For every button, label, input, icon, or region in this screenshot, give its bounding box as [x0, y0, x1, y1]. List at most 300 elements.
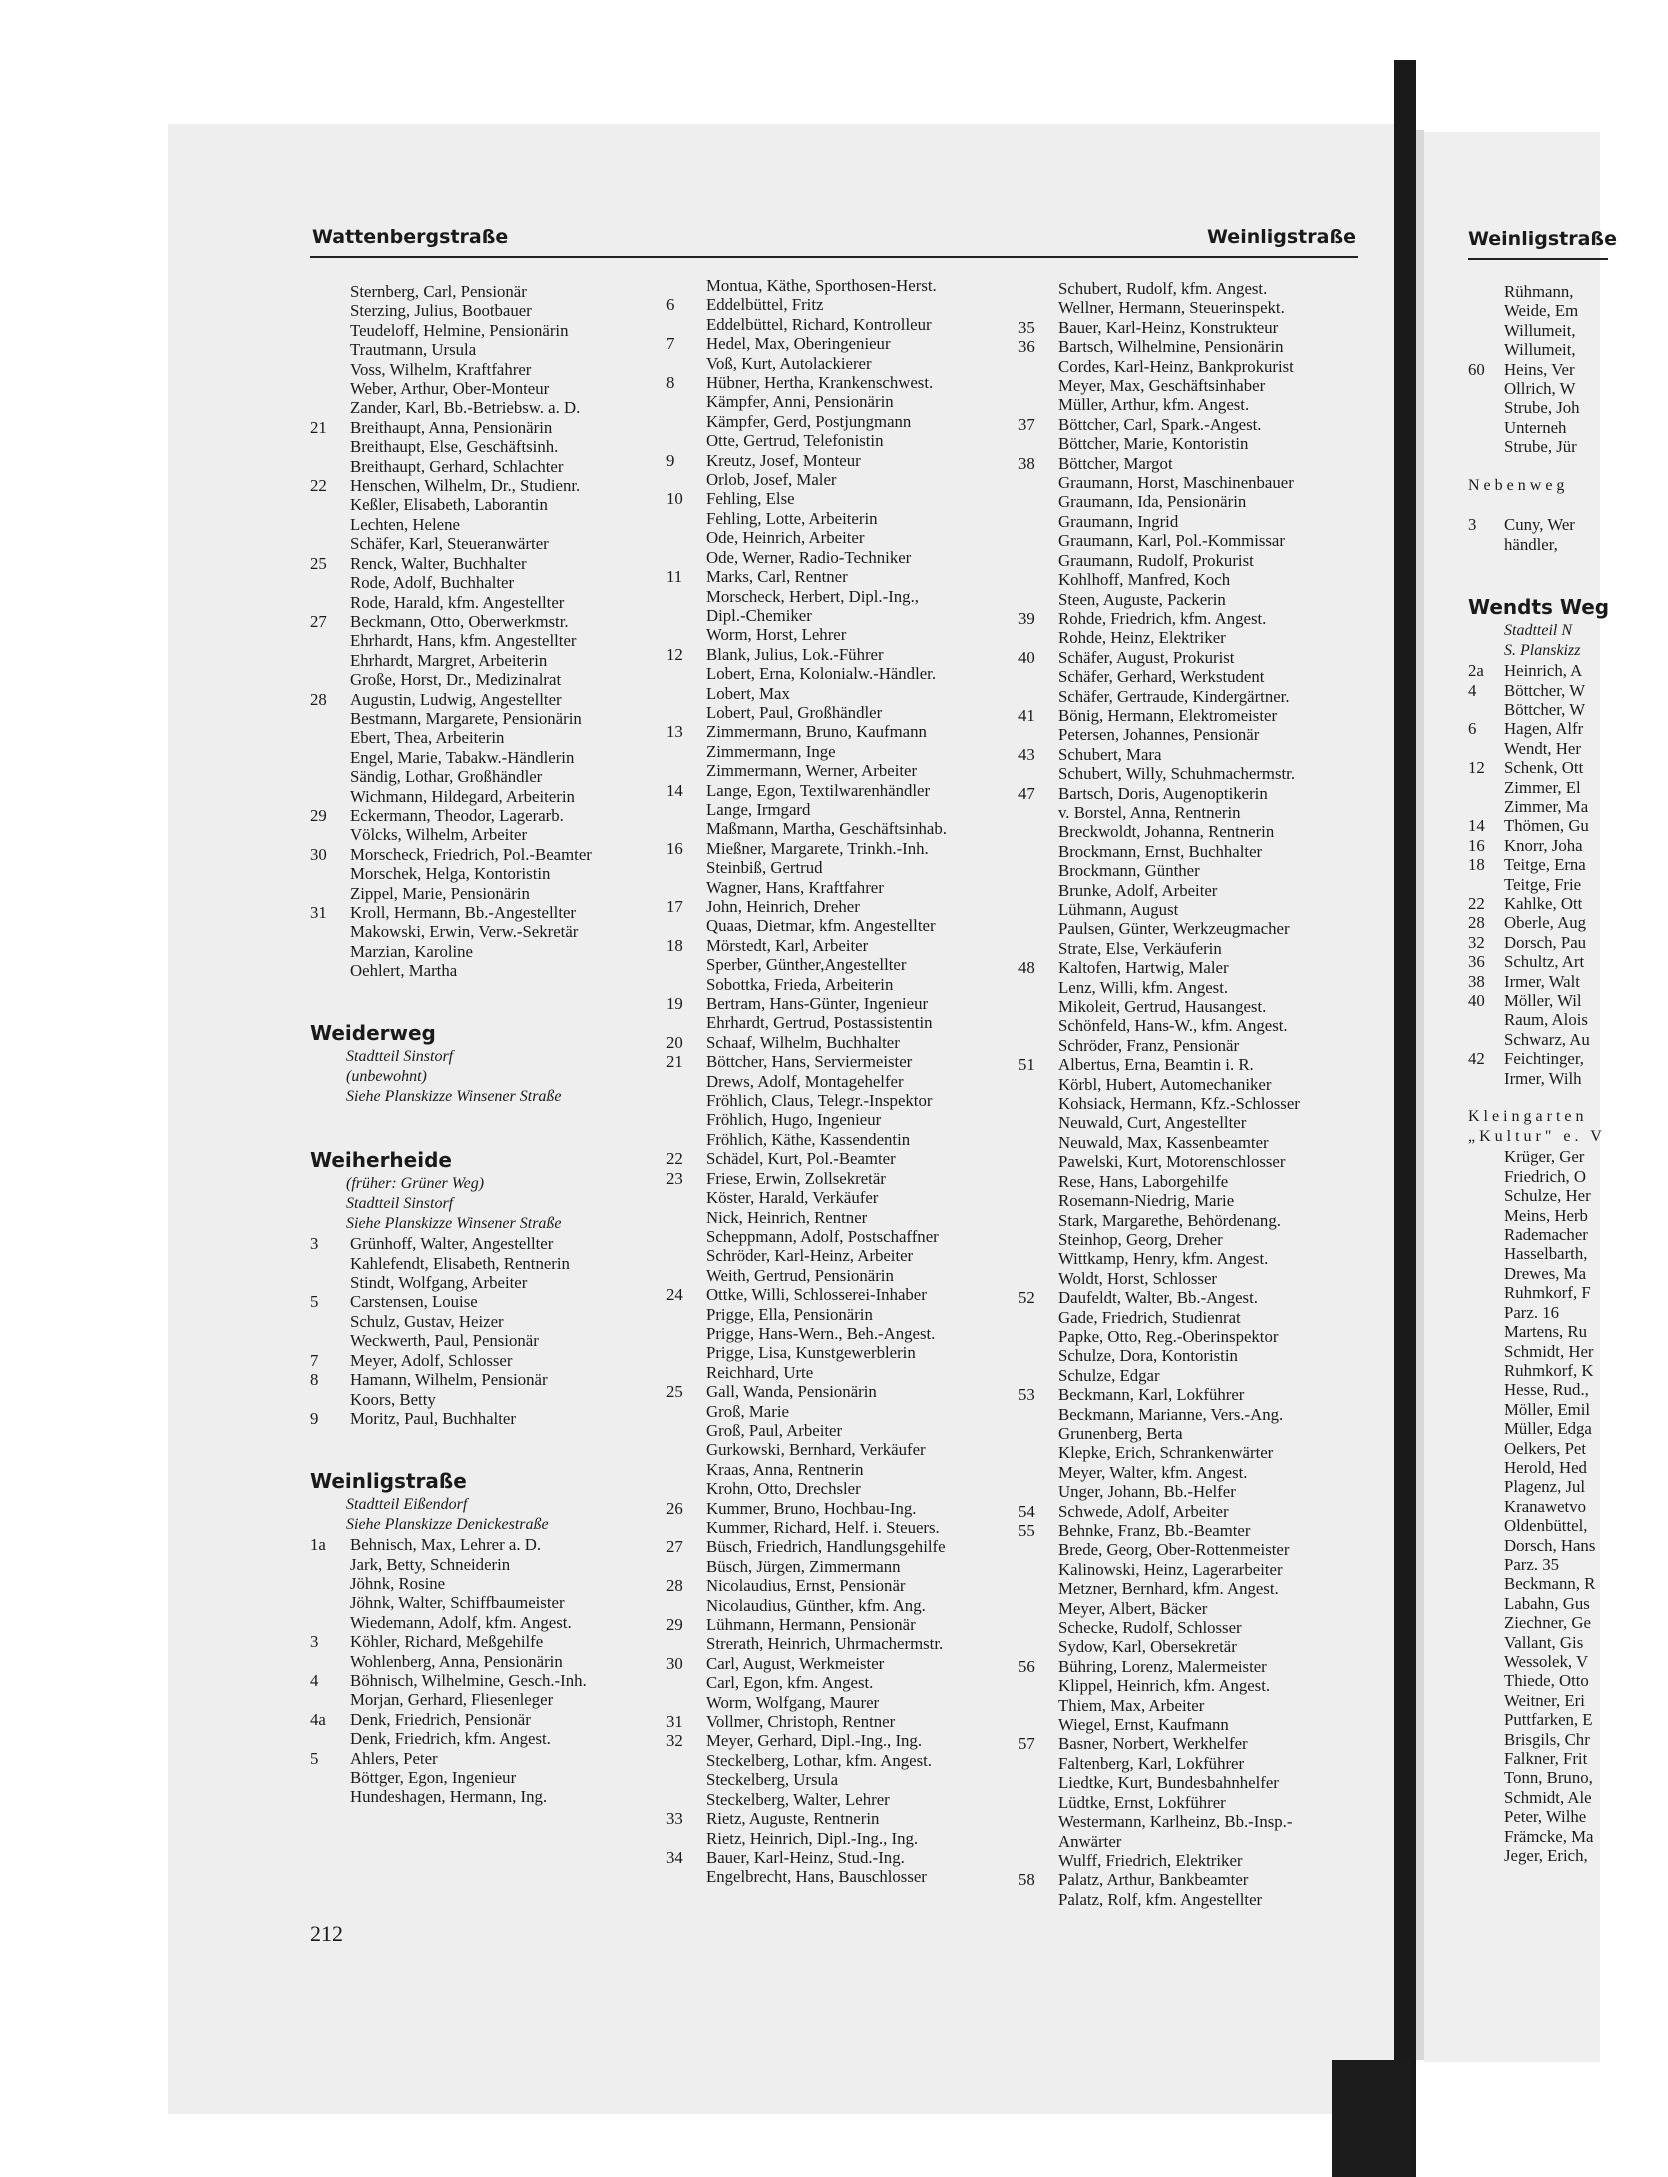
directory-entry [310, 748, 650, 767]
directory-entry [1018, 1560, 1368, 1579]
directory-entry [310, 418, 650, 437]
house-number: 13 [666, 722, 683, 742]
resident-name: Scheppmann, Adolf, Postschaffner [706, 1226, 939, 1246]
directory-entry [666, 315, 1016, 334]
resident-name: Marks, Carl, Rentner [706, 567, 848, 587]
resident-name: Böttcher, Carl, Spark.-Angest. [1058, 414, 1262, 434]
house-number: 14 [1468, 816, 1485, 836]
directory-entry [1468, 739, 1668, 758]
house-number: 25 [666, 1382, 683, 1402]
column-2 [666, 276, 1016, 1887]
house-number: 37 [1018, 414, 1035, 434]
directory-entry [666, 1246, 1016, 1265]
resident-name: Unger, Johann, Bb.-Helfer [1058, 1482, 1236, 1502]
directory-entry [1468, 1186, 1668, 1205]
resident-name: Morjan, Gerhard, Fliesenleger [350, 1690, 554, 1710]
resident-name: Meyer, Adolf, Schlosser [350, 1350, 513, 1370]
resident-name: Kroll, Hermann, Bb.-Angestellter [350, 903, 577, 922]
house-number: 40 [1018, 647, 1035, 667]
directory-entry [666, 1460, 1016, 1479]
running-header-left: Wattenbergstraße [312, 226, 509, 248]
directory-entry [666, 1848, 1016, 1867]
directory-entry [1468, 1361, 1668, 1380]
directory-entry [666, 1537, 1016, 1556]
resident-name: Graumann, Ida, Pensionärin [1058, 492, 1247, 512]
resident-name: Oelkers, Pet [1504, 1438, 1587, 1458]
directory-entry [1018, 1036, 1368, 1055]
resident-name: Breckwoldt, Johanna, Rentnerin [1058, 822, 1275, 842]
resident-name: Ode, Heinrich, Arbeiter [706, 528, 865, 548]
directory-entry [666, 1421, 1016, 1440]
directory-entry [310, 690, 650, 709]
directory-entry [666, 955, 1016, 974]
resident-name: Meyer, Gerhard, Dipl.-Ing., Ing. [706, 1731, 923, 1751]
resident-name: Graumann, Karl, Pol.-Kommissar [1058, 531, 1285, 551]
directory-entry [1468, 972, 1668, 991]
resident-name: Unterneh [1504, 417, 1567, 437]
directory-entry [1018, 1890, 1368, 1909]
resident-name: Carl, Egon, kfm. Angest. [706, 1673, 874, 1693]
house-number: 38 [1018, 453, 1035, 473]
directory-entry [1018, 1249, 1368, 1268]
directory-entry [1018, 1599, 1368, 1618]
resident-name: Ruhmkorf, F [1504, 1283, 1591, 1303]
directory-entry [310, 787, 650, 806]
resident-name: Anwärter [1058, 1831, 1122, 1851]
directory-entry [1468, 1439, 1668, 1458]
house-number: 42 [1468, 1049, 1485, 1069]
resident-name: Rühmann, [1504, 282, 1574, 301]
directory-entry [1468, 719, 1668, 738]
resident-name: Brede, Georg, Ober-Rottenmeister [1058, 1540, 1290, 1560]
house-number: 22 [1468, 893, 1485, 913]
resident-name: Knorr, Joha [1504, 835, 1583, 855]
directory-entry [310, 1535, 650, 1554]
book-spine-shadow [1394, 60, 1416, 2177]
resident-name: Rese, Hans, Laborgehilfe [1058, 1171, 1229, 1191]
directory-entry [666, 1072, 1016, 1091]
resident-name: Thiede, Otto [1504, 1671, 1589, 1691]
resident-name: Keßler, Elisabeth, Laborantin [350, 495, 548, 515]
directory-entry [1468, 933, 1668, 952]
directory-entry [1018, 1734, 1368, 1753]
resident-name: Kohsiack, Hermann, Kfz.-Schlosser [1058, 1094, 1300, 1114]
page-number: 212 [310, 1921, 343, 1946]
directory-entry [666, 1382, 1016, 1401]
spacer [1468, 457, 1668, 476]
resident-name: Wichmann, Hildegard, Arbeiterin [350, 786, 575, 806]
directory-entry [666, 664, 1016, 683]
directory-entry [1018, 1075, 1368, 1094]
directory-entry [666, 1731, 1016, 1750]
directory-entry [310, 1370, 650, 1389]
resident-name: Eckermann, Theodor, Lagerarb. [350, 805, 564, 825]
spacer [310, 1127, 650, 1146]
directory-entry [666, 1479, 1016, 1498]
directory-entry [1018, 1172, 1368, 1191]
house-number: 3 [310, 1632, 319, 1652]
directory-entry [666, 1052, 1016, 1071]
directory-entry [666, 1867, 1016, 1886]
directory-entry [310, 398, 650, 417]
directory-entry [1468, 340, 1668, 359]
directory-entry [310, 1652, 650, 1671]
resident-name: Vollmer, Christoph, Rentner [706, 1712, 896, 1732]
directory-entry [666, 1402, 1016, 1421]
directory-entry [1468, 1069, 1668, 1088]
resident-name: Schubert, Willy, Schuhmachermstr. [1058, 764, 1296, 784]
resident-name: Faltenberg, Karl, Lokführer [1058, 1753, 1245, 1773]
resident-name: Ehrhardt, Margret, Arbeiterin [350, 650, 548, 670]
facing-page-header: Weinligstraße [1468, 228, 1617, 250]
directory-entry [666, 548, 1016, 567]
directory-entry [310, 1768, 650, 1787]
directory-entry [1018, 1812, 1368, 1831]
spacer [1468, 574, 1668, 593]
resident-name: Schulze, Edgar [1058, 1365, 1160, 1385]
directory-entry [1468, 1710, 1668, 1729]
directory-entry [310, 1409, 650, 1428]
directory-entry [1468, 661, 1668, 680]
resident-name: Neuwald, Curt, Angestellter [1058, 1113, 1247, 1133]
house-number: 18 [1468, 855, 1485, 875]
resident-name: Sperber, Günther,Angestellter [706, 955, 907, 975]
directory-entry [1468, 1400, 1668, 1419]
section-label: „Kultur" e. V [1468, 1128, 1606, 1146]
resident-name: Heins, Ver [1504, 359, 1575, 379]
directory-entry [1468, 1555, 1668, 1574]
house-number: 10 [666, 489, 683, 509]
directory-entry [1018, 1773, 1368, 1792]
resident-name: Rohde, Heinz, Elektriker [1058, 628, 1226, 648]
resident-name: Große, Horst, Dr., Medizinalrat [350, 670, 562, 690]
directory-entry [1018, 551, 1368, 570]
directory-entry [1018, 1715, 1368, 1734]
resident-name: Eddelbüttel, Fritz [706, 295, 824, 315]
resident-name: Kalinowski, Heinz, Lagerarbeiter [1058, 1559, 1283, 1579]
house-number: 8 [666, 373, 675, 393]
house-number: 6 [666, 295, 675, 315]
resident-name: Denk, Friedrich, Pensionär [350, 1709, 531, 1729]
resident-name: Schäfer, Karl, Steueranwärter [350, 534, 549, 554]
house-number: 36 [1468, 952, 1485, 972]
directory-entry [666, 567, 1016, 586]
house-number: 9 [310, 1408, 319, 1428]
house-number: 16 [666, 838, 683, 858]
house-number: 7 [666, 334, 675, 354]
resident-name: Blank, Julius, Lok.-Führer [706, 644, 884, 664]
directory-entry [666, 703, 1016, 722]
directory-entry [310, 1390, 650, 1409]
resident-name: Stark, Margarethe, Behördenang. [1058, 1210, 1281, 1230]
directory-entry [1018, 958, 1368, 977]
resident-name: Plagenz, Jul [1504, 1477, 1586, 1497]
directory-entry [310, 1292, 650, 1311]
house-number: 35 [1018, 317, 1035, 337]
directory-entry [666, 1596, 1016, 1615]
resident-name: Westermann, Karlheinz, Bb.-Insp.- [1058, 1812, 1293, 1832]
directory-entry [310, 301, 650, 320]
house-number: 3 [310, 1234, 319, 1254]
resident-name: Ruhmkorf, K [1504, 1360, 1594, 1380]
resident-name: Müller, Edga [1504, 1419, 1592, 1439]
resident-name: Böttcher, Marie, Kontoristin [1058, 434, 1249, 454]
directory-entry [666, 1305, 1016, 1324]
resident-name: Voß, Kurt, Autolackierer [706, 353, 872, 373]
resident-name: Ziechner, Ge [1504, 1613, 1591, 1633]
resident-name: Krohn, Otto, Drechsler [706, 1479, 861, 1499]
resident-name: Rietz, Heinrich, Dipl.-Ing., Ing. [706, 1828, 919, 1848]
running-header-right: Weinligstraße [1207, 226, 1356, 248]
resident-name: Kahlke, Ott [1504, 893, 1583, 913]
resident-name: Schwarz, Au [1504, 1029, 1590, 1049]
resident-name: Lühmann, Hermann, Pensionär [706, 1615, 916, 1635]
resident-name: Schröder, Franz, Pensionär [1058, 1035, 1240, 1055]
directory-entry [1468, 1419, 1668, 1438]
directory-entry [310, 612, 650, 631]
resident-name: Sobottka, Frieda, Arbeiterin [706, 974, 894, 994]
spacer [310, 981, 650, 1000]
directory-entry [1468, 1652, 1668, 1671]
resident-name: Ahlers, Peter [350, 1748, 438, 1768]
directory-entry [666, 528, 1016, 547]
resident-name: Oberle, Aug [1504, 913, 1587, 933]
directory-entry [310, 573, 650, 592]
resident-name: Groß, Marie [706, 1401, 789, 1421]
resident-name: Mießner, Margarete, Trinkh.-Inh. [706, 838, 929, 858]
resident-name: Fehling, Lotte, Arbeiterin [706, 508, 878, 528]
directory-entry [1468, 913, 1668, 932]
resident-name: Wulff, Friedrich, Elektriker [1058, 1850, 1243, 1870]
directory-entry [1468, 758, 1668, 777]
resident-name: Wohlenberg, Anna, Pensionärin [350, 1651, 563, 1671]
resident-name: Körbl, Hubert, Automechaniker [1058, 1074, 1272, 1094]
house-number: 22 [666, 1149, 683, 1169]
resident-name: Fröhlich, Claus, Telegr.-Inspektor [706, 1091, 933, 1111]
resident-name: Prigge, Ella, Pensionärin [706, 1304, 873, 1324]
resident-name: Moritz, Paul, Buchhalter [350, 1408, 516, 1428]
directory-entry [1018, 434, 1368, 453]
house-number: 20 [666, 1032, 683, 1052]
resident-name: Trautmann, Ursula [350, 340, 477, 360]
house-number: 53 [1018, 1385, 1035, 1405]
directory-entry [1468, 1283, 1668, 1302]
resident-name: Böttcher, W [1504, 699, 1586, 719]
directory-entry [310, 1574, 650, 1593]
house-number: 5 [310, 1292, 319, 1312]
spacer [1468, 1088, 1668, 1107]
directory-entry [666, 1033, 1016, 1052]
resident-name: Völcks, Wilhelm, Arbeiter [350, 825, 528, 845]
directory-entry [1468, 681, 1668, 700]
resident-name: Vallant, Gis [1504, 1632, 1584, 1652]
directory-entry [1468, 1827, 1668, 1846]
street-note: Stadtteil Sinstorf [346, 1195, 454, 1213]
resident-name: Nicolaudius, Günther, kfm. Ang. [706, 1595, 926, 1615]
resident-name: Carstensen, Louise [350, 1292, 478, 1312]
house-number: 3 [1468, 515, 1477, 535]
directory-entry [1018, 279, 1368, 298]
resident-name: Weith, Gertrud, Pensionärin [706, 1265, 894, 1285]
resident-name: Beckmann, Otto, Oberwerkmstr. [350, 611, 569, 631]
resident-name: Schulze, Her [1504, 1186, 1591, 1206]
resident-name: Weber, Arthur, Ober-Monteur [350, 379, 550, 399]
directory-entry [666, 1188, 1016, 1207]
directory-entry [310, 864, 650, 883]
directory-entry [1018, 881, 1368, 900]
house-number: 6 [1468, 719, 1477, 739]
facing-page [1424, 132, 1617, 2062]
directory-entry [1468, 1264, 1668, 1283]
resident-name: Zimmermann, Bruno, Kaufmann [706, 722, 927, 742]
resident-name: Schulze, Dora, Kontoristin [1058, 1346, 1238, 1366]
directory-entry [1018, 1463, 1368, 1482]
resident-name: Heinrich, A [1504, 661, 1583, 681]
resident-name: Rode, Harald, kfm. Angestellter [350, 592, 565, 612]
directory-entry [666, 509, 1016, 528]
resident-name: Parz. 16 [1504, 1302, 1559, 1322]
resident-name: Prigge, Lisa, Kunstgewerblerin [706, 1343, 916, 1363]
directory-entry [310, 806, 650, 825]
house-number: 48 [1018, 958, 1035, 978]
directory-entry [1018, 512, 1368, 531]
house-number: 52 [1018, 1288, 1035, 1308]
directory-entry [666, 819, 1016, 838]
resident-name: Gall, Wanda, Pensionärin [706, 1382, 877, 1402]
directory-entry [666, 1693, 1016, 1712]
directory-entry [1018, 1793, 1368, 1812]
house-number: 27 [666, 1537, 683, 1557]
resident-name: Klepke, Erich, Schrankenwärter [1058, 1443, 1274, 1463]
resident-name: Lobert, Erna, Kolonialw.-Händler. [706, 664, 937, 684]
house-number: 41 [1018, 705, 1035, 725]
directory-entry [310, 631, 650, 650]
house-number: 26 [666, 1498, 683, 1518]
directory-entry [1018, 454, 1368, 473]
directory-entry [1018, 1211, 1368, 1230]
resident-name: Schaaf, Wilhelm, Buchhalter [706, 1032, 900, 1052]
house-number: 36 [1018, 337, 1035, 357]
directory-entry [310, 884, 650, 903]
directory-entry [1468, 1458, 1668, 1477]
directory-entry [666, 1227, 1016, 1246]
house-number: 29 [310, 805, 327, 825]
directory-entry [1468, 1846, 1668, 1865]
house-number: 9 [666, 450, 675, 470]
directory-entry [666, 1634, 1016, 1653]
resident-name: Orlob, Josef, Maler [706, 470, 837, 490]
directory-entry [666, 1208, 1016, 1227]
resident-name: Beckmann, Marianne, Vers.-Ang. [1058, 1404, 1284, 1424]
directory-entry [1018, 1327, 1368, 1346]
directory-entry [666, 1149, 1016, 1168]
directory-entry [666, 1013, 1016, 1032]
house-number: 19 [666, 994, 683, 1014]
directory-entry [1468, 1574, 1668, 1593]
resident-name: Böttcher, Hans, Serviermeister [706, 1052, 913, 1072]
resident-name: Graumann, Ingrid [1058, 511, 1179, 531]
directory-entry [1018, 337, 1368, 356]
directory-entry [1018, 861, 1368, 880]
directory-entry [666, 1790, 1016, 1809]
directory-entry [1018, 978, 1368, 997]
house-number: 43 [1018, 744, 1035, 764]
resident-name: Koors, Betty [350, 1389, 436, 1409]
house-number: 8 [310, 1370, 319, 1390]
street-note: (früher: Grüner Weg) [346, 1175, 485, 1193]
resident-name: Steckelberg, Walter, Lehrer [706, 1789, 890, 1809]
resident-name: Wiegel, Ernst, Kaufmann [1058, 1715, 1229, 1735]
resident-name: Steinhop, Georg, Dreher [1058, 1229, 1223, 1249]
resident-name: Steckelberg, Ursula [706, 1770, 839, 1790]
resident-name: Främcke, Ma [1504, 1826, 1594, 1846]
resident-name: v. Borstel, Anna, Rentnerin [1058, 802, 1241, 822]
directory-entry [666, 1615, 1016, 1634]
resident-name: Gurkowski, Bernhard, Verkäufer [706, 1440, 926, 1460]
directory-entry [1018, 842, 1368, 861]
directory-entry [310, 360, 650, 379]
resident-name: Krüger, Ger [1504, 1147, 1585, 1167]
directory-entry [310, 1593, 650, 1612]
resident-name: Thömen, Gu [1504, 816, 1589, 836]
resident-name: Liedtke, Kurt, Bundesbahnhelfer [1058, 1773, 1279, 1793]
directory-entry [666, 354, 1016, 373]
resident-name: Zimmer, El [1504, 777, 1581, 797]
directory-entry [666, 1576, 1016, 1595]
resident-name: Morscheck, Friedrich, Pol.-Beamter [350, 844, 592, 864]
directory-entry [310, 534, 650, 553]
resident-name: Pawelski, Kurt, Motorenschlosser [1058, 1152, 1286, 1172]
resident-name: Voss, Wilhelm, Kraftfahrer [350, 359, 532, 379]
resident-name: Lange, Egon, Textilwarenhändler [706, 780, 931, 800]
directory-entry [666, 1324, 1016, 1343]
directory-entry [666, 1266, 1016, 1285]
resident-name: Montua, Käthe, Sporthosen-Herst. [706, 276, 937, 295]
resident-name: Strube, Joh [1504, 398, 1580, 418]
spacer [310, 1448, 650, 1467]
directory-entry [1018, 1637, 1368, 1656]
directory-entry [310, 476, 650, 495]
resident-name: Papke, Otto, Reg.-Oberinspektor [1058, 1326, 1279, 1346]
directory-entry [1468, 1730, 1668, 1749]
directory-entry [1018, 725, 1368, 744]
resident-name: Rietz, Auguste, Rentnerin [706, 1809, 880, 1829]
directory-entry [666, 1751, 1016, 1770]
resident-name: Bartsch, Doris, Augenoptikerin [1058, 783, 1268, 803]
resident-name: Meyer, Max, Geschäftsinhaber [1058, 376, 1266, 396]
house-number: 55 [1018, 1521, 1035, 1540]
directory-entry [666, 936, 1016, 955]
house-number: 17 [666, 897, 683, 916]
resident-name: Kohlhoff, Manfred, Koch [1058, 570, 1231, 590]
resident-name: Morschek, Helga, Kontoristin [350, 864, 551, 884]
directory-entry [1468, 1788, 1668, 1807]
directory-entry [666, 645, 1016, 664]
directory-entry [1018, 1579, 1368, 1598]
resident-name: Hedel, Max, Oberingenieur [706, 334, 891, 354]
directory-entry [1468, 437, 1668, 456]
directory-entry [1018, 492, 1368, 511]
resident-name: Willumeit, [1504, 340, 1576, 360]
resident-name: Gade, Friedrich, Studienrat [1058, 1307, 1241, 1327]
directory-entry [1468, 816, 1668, 835]
directory-entry [1468, 1342, 1668, 1361]
directory-entry [1018, 531, 1368, 550]
directory-entry [1018, 1191, 1368, 1210]
directory-entry [310, 495, 650, 514]
directory-entry [666, 839, 1016, 858]
resident-name: Lenz, Willi, kfm. Angest. [1058, 977, 1229, 997]
